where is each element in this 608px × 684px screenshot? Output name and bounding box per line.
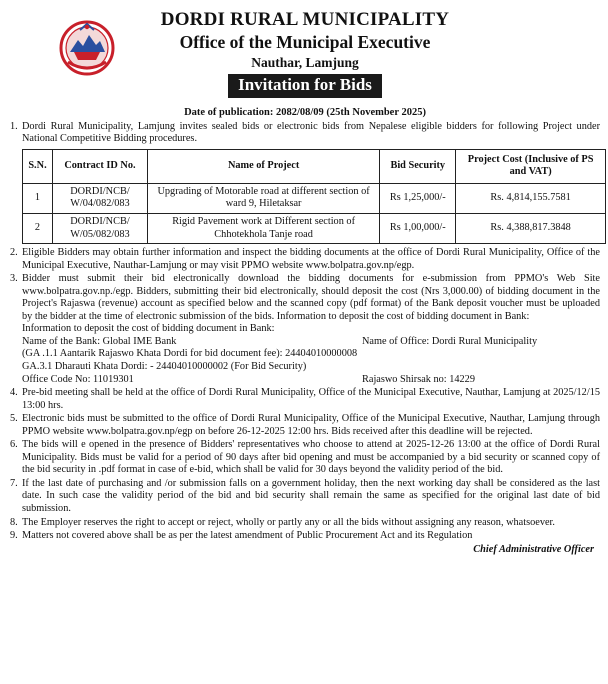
table-header-row [23,149,606,183]
item-text: Eligible Bidders may obtain further information and inspect the bidding documents at the office of Dordi Rural Municipality, Office of the Municipal Executive, Nauthar-Lamjung or may visit PPMO website www.bolpatra.gov.np/egp. [22,247,600,271]
office-name: Office of the Municipal Executive [179,32,431,53]
item-text: If the last date of purchasing and /or submission falls on a government holiday, then the next working day shall be considered as the last date. In such case the validity period of the bid and bid security shall remain the same as specified for the original last date of bid submission. [22,477,600,515]
item-text: Dordi Rural Municipality, Lamjung invites sealed bids or electronic bids from Nepalese eligible bidders for following Project under National Competitive Bidding procedures. [22,120,600,145]
list-item [10,530,600,543]
column-header: Project Cost (Inclusive of PS and VAT) [456,149,606,183]
bank-details [22,323,600,386]
item-text: Bidder must submit their bid electronically download the bidding documents for e-submission from PPMO's Web Site www.bolpatra.gov.np./egp. Bidders, submitting their bid electronically, should deposit the cost (Nrs 3,000.00) of bidding document in the Project's Rajaswa (revenue) account as specified below and the scanned copy (pdf format) of the Bank deposit voucher must be uploaded by the bidder at the time of electronic submission of the bids. Information to deposit the cost of bidding document in Bank: [22,273,600,322]
list-item [10,439,600,477]
item-number: 7. [10,477,18,489]
list-item [10,413,600,438]
rajaswo-shirsak: Rajaswo Shirsak no: 14229 [362,373,475,385]
contract-id-cell: DORDI/NCB/ W/04/082/083 [52,183,147,213]
municipality-name: DORDI RURAL MUNICIPALITY [160,9,450,30]
item-text: The Employer reserves the right to accept or reject, wholly or partly any or all the bids without assigning any reason, whatsoever. [22,516,555,528]
item-number: 5. [10,413,18,425]
item-number: 2. [10,247,18,259]
bank-row [22,336,600,349]
project-name-cell: Rigid Pavement work at Different section of Chhotekhola Tanje road [147,213,379,243]
project-cost-cell: Rs. 4,388,817.3848 [456,213,606,243]
item-text: Matters not covered above shall be as per the latest amendment of Public Procurement Act and its Regulation [22,530,473,542]
list-item [10,478,600,516]
item-number: 4. [10,387,18,399]
list-item [10,121,600,146]
project-name-cell: Upgrading of Motorable road at different section of ward 9, Hiletaksar [147,183,379,213]
column-header: Name of Project [147,149,379,183]
column-header: Contract ID No. [52,149,147,183]
bid-security-cell: Rs 1,25,000/- [380,183,456,213]
bid-security-cell: Rs 1,00,000/- [380,213,456,243]
item-number: 9. [10,530,18,542]
bank-heading: Information to deposit the cost of bidding document in Bank: [22,323,275,335]
item-number: 3. [10,273,18,285]
list-item [10,517,600,530]
sn-cell: 2 [23,213,53,243]
bank-row [22,374,600,387]
sn-cell: 1 [23,183,53,213]
publication-date: Date of publication: 2082/08/09 (25th November 2025) [184,107,426,118]
bid-table [22,149,606,244]
notice-header [10,8,600,108]
contract-id-cell: DORDI/NCB/ W/05/082/083 [52,213,147,243]
office-location: Nauthar, Lamjung [251,54,359,70]
bank-name: Name of the Bank: Global IME Bank [22,335,177,347]
item-number: 8. [10,516,18,528]
invitation-banner: Invitation for Bids [228,74,382,98]
item-number: 1. [10,120,18,132]
office-code: Office Code No: 11019301 [22,373,134,385]
office-name-field: Name of Office: Dordi Rural Municipality [362,335,538,347]
table-row [23,183,606,213]
ga1-account: (GA .1.1 Aantarik Rajaswo Khata Dordi for bid document fee): 24404010000008 [22,348,358,360]
item-text: Pre-bid meeting shall be held at the office of Dordi Rural Municipality, Office of the Municipal Executive, Nauthar, Lamjung at 2025/12/15 13:00 hrs. [22,387,600,411]
item-number: 6. [10,439,18,451]
project-cost-cell: Rs. 4,814,155.7581 [456,183,606,213]
list-item [10,387,600,412]
item-text: Electronic bids must be submitted to the office of Dordi Rural Municipality, Office of the Municipal Executive, Nauthar, Lamjung through PPMO website www.bolpatra.gov.np/egp on before 26-12-2025 12:00 hrs. Bids received after this deadline will be rejected. [22,413,600,437]
item-text: The bids will e opened in the presence of Bidders' representatives who choose to attend at 2025-12-26 13:00 at the office of Dordi Rural Municipality. Bids must be valid for a period of 90 days after bid opening and must be accompanied by a bid security or scanned copy of the bid security in .pdf format in case of e-bid, which shall be valid for 30 days beyond the validity period of the bid. [22,439,600,476]
column-header: S.N. [23,149,53,183]
municipality-emblem-icon [58,18,116,76]
ga3-account: GA.3.1 Dharauti Khata Dordi: - 24404010000002 (For Bid Security) [22,361,307,372]
list-item [10,247,600,272]
table-row [23,213,606,243]
column-header: Bid Security [380,149,456,183]
signature: Chief Administrative Officer [473,543,594,555]
list-item [10,273,600,323]
